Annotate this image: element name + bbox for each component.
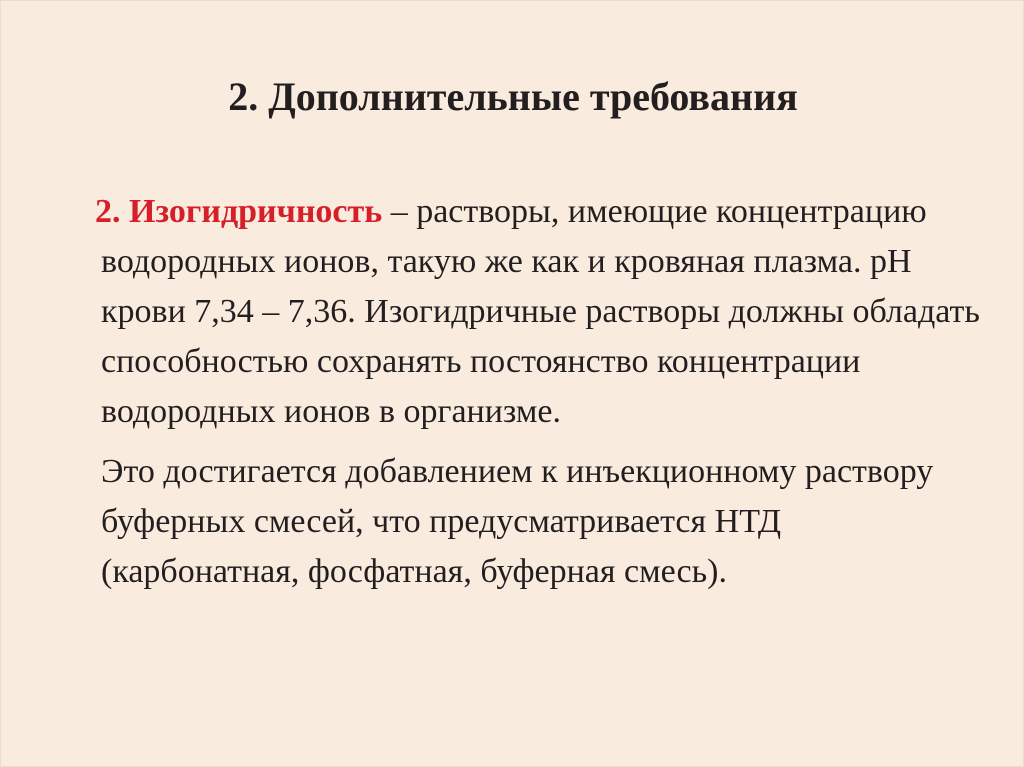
slide-title: 2. Дополнительные требования (228, 74, 798, 119)
item-number: 2. (95, 193, 121, 230)
term-isohydricity: Изогидричность (129, 193, 383, 230)
definition-text: – растворы, имеющие концентрацию водородных ионов, такую же как и кровяная плазма. рН крови 7,34 – 7,36. Изогидричные растворы должны обладать способностью сохранять постоянство концентрации водородных ионов в организме. (101, 193, 980, 430)
slide-body (95, 187, 981, 597)
paragraph-buffer: Это достигается добавлением к инъекционному раствору буферных смесей, что предусматривается НТД (карбонатная, фосфатная, буферная смесь). (101, 453, 934, 590)
paragraph-definition (95, 187, 981, 437)
